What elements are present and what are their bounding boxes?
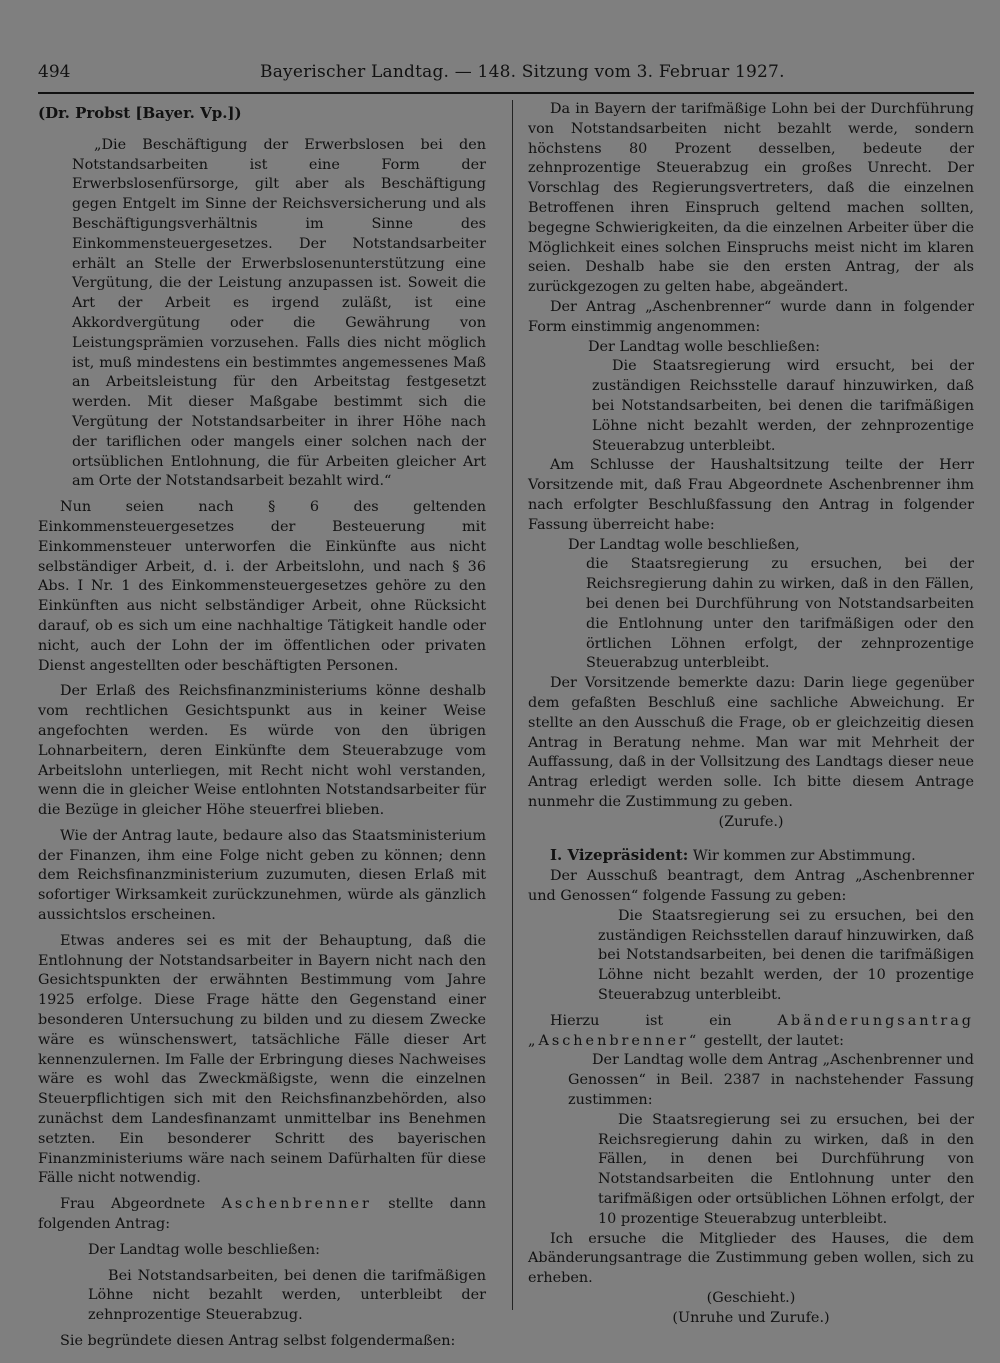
text-fragment: Hierzu ist ein [550, 1012, 778, 1029]
paragraph: Da in Bayern der tarifmäßige Lohn bei der Durchführung von Notstandsarbeiten nicht bezahlt werde, sondern höchstens 80 Prozent desselben, bedeute der zehnprozentige Steuerabzug ein großes Unrecht. Der Vorschlag des Regierungsvertreters, daß die einzelnen Betroffenen ihren Einspruch geltend machen sollten, begegne Schwierigkeiten, da die einzelnen Arbeiter über die Möglichkeit eines solchen Einspruchs meist nicht im klaren seien. Deshalb habe sie den ersten Antrag, der als zurückgezogen zu gelten habe, abgeändert. [528, 101, 974, 296]
paragraph [528, 846, 974, 867]
person-name: Aschenbrenner [221, 1196, 372, 1213]
page-number: 494 [38, 62, 71, 82]
motion-text: Die Staatsregierung wird ersucht, bei der zuständigen Reichsstelle darauf hinzuwirken, daß bei Notstandsarbeiten, bei denen die tarifmäßigen Löhne nicht bezahlt werden, der zehnprozentige Steuerabzug unterbleibt. [592, 358, 974, 454]
speaker-label: I. Vizepräsident: [550, 846, 689, 865]
paragraph: Der Antrag „Aschenbrenner“ wurde dann in folgender Form einstimmig angenommen: [528, 298, 974, 335]
paragraph: Sie begründete diesen Antrag selbst folgendermaßen: [60, 1333, 456, 1350]
motion-text: Die Staatsregierung sei zu ersuchen, bei der Reichsregierung dahin zu wirken, daß in den Fällen, in denen bei Durchführung von Notstandsarbeiten die Entlohnung unter den tarifmäßigen oder ortsüblichen Löhnen erfolgt, der 10 prozentige Steuerabzug unterbleibt. [598, 1111, 974, 1227]
running-head: Bayerischer Landtag. — 148. Sitzung vom 3. Februar 1927. [260, 62, 785, 82]
paragraph: Ich ersuche die Mitglieder des Hauses, die dem Abänderungsantrage die Zustimmung geben wollen, sich zu erheben. [528, 1230, 974, 1287]
paragraph [38, 1195, 486, 1235]
paragraph: Nun seien nach § 6 des geltenden Einkommensteuergesetzes der Besteuerung mit Einkommensteuer unterworfen die Einkünfte aus nicht selbständiger Arbeit, d. i. der Arbeitslohn, und nach § 36 Abs. I Nr. 1 des Einkommensteuergesetzes gehöre zu den Einkünften aus nicht selbständiger Arbeit, ohne Rücksicht darauf, ob es sich um eine nachhaltige Tätigkeit handle oder nicht, auch der Lohn der im öffentlichen oder privaten Dienst angestellten oder beschäftigten Personen. [38, 499, 486, 674]
left-column [38, 100, 486, 1352]
speaker-label: (Dr. Probst [Bayer. Vp.]) [38, 104, 242, 122]
motion-intro: Der Landtag wolle beschließen: [88, 1241, 320, 1258]
motion-text: die Staatsregierung zu ersuchen, bei der Reichsregierung dahin zu wirken, daß in den Fällen, bei denen bei Durchführung von Notstandsarbeiten die Entlohnung unter den tarifmäßigen oder den örtlichen Löhnen erfolgt, der zehnprozentige Steuerabzug unterbleibt. [586, 556, 974, 672]
motion-text: Der Landtag wolle dem Antrag „Aschenbrenner und Genossen“ in Beil. 2387 in nachstehender Fassung zustimmen: [568, 1052, 974, 1109]
text-fragment: Wir kommen zur Abstimmung. [688, 848, 916, 865]
paragraph: Der Erlaß des Reichsfinanzministeriums könne deshalb vom rechtlichen Gesichtspunkt aus in keiner Weise angefochten werden. Es würde von den übrigen Lohnarbeitern, deren Einkünfte dem Steuerabzuge vom Arbeitslohn unterliegen, mit Recht nicht wohl verstanden, wenn die in gleicher Weise entlohnten Notstandsarbeiter für die Bezüge in gleicher Höhe steuerfrei blieben. [38, 683, 486, 819]
paragraph: Etwas anderes sei es mit der Behauptung, daß die Entlohnung der Notstandsarbeiter in Bayern nicht nach den Gesichtspunkten der erwähnten Bestimmung vom Jahre 1925 erfolge. Diese Frage hätte den Gegenstand einer besonderen Untersuchung zu bilden und zu diesem Zwecke wäre es wünschenswert, tatsächliche Fälle dieser Art kennenzulernen. Im Falle der Erbringung dieses Nachweises wäre es wohl das Zweckmäßigste, wenn die einzelnen Steuerpflichtigen sich mit den Reichsfinanzbehörden, also zunächst dem Landesfinanzamt unmittelbar ins Benehmen setzten. Ein besonderer Schritt des bayerischen Finanzministeriums wäre nach seinem Dafürhalten für diese Fälle nicht notwendig. [38, 932, 486, 1187]
motion-text: Die Staatsregierung sei zu ersuchen, bei den zuständigen Reichsstellen darauf hinzuwirken, daß bei Notstandsarbeiten, bei denen die tarifmäßigen Löhne nicht bezahlt werden, der 10 prozentige Steuerabzug unterbleibt. [598, 907, 974, 1004]
text-fragment: stellte dann folgenden Antrag: [38, 1196, 486, 1233]
header-rule [38, 92, 974, 94]
paragraph: Am Schlusse der Haushaltsitzung teilte der Herr Vorsitzende mit, daß Frau Abgeordnete Aschenbrenner ihm nach erfolgter Beschlußfassung den Antrag in folgender Fassung überreicht habe: [528, 457, 974, 533]
column-divider [512, 100, 513, 1310]
page-header [38, 62, 970, 88]
paragraph: Der Ausschuß beantragt, dem Antrag „Aschenbrenner und Genossen“ folgende Fassung zu geben: [528, 868, 974, 905]
motion-intro: Der Landtag wolle beschließen, [568, 536, 800, 553]
paragraph: Wie der Antrag laute, bedaure also das Staatsministerium der Finanzen, ihm eine Folge nicht geben zu können; denn dem Reichsfinanzministerium zuzumuten, diesen Erlaß mit sofortiger Wirksamkeit zurückzunehmen, würde als gänzlich aussichtslos erscheinen. [38, 827, 486, 924]
right-column [528, 100, 974, 1329]
interjection: (Zurufe.) [718, 813, 784, 830]
paragraph: Der Vorsitzende bemerkte dazu: Darin liege gegenüber dem gefaßten Beschluß eine sachliche Abweichung. Er stellte an den Ausschuß die Frage, ob er gleichzeitig diesen Antrag in Beratung nehme. Man war mit Mehrheit der Auffassung, daß in der Vollsitzung des Landtags dieser neue Antrag erledigt werden solle. Ich bitte diesem Antrage nunmehr die Zustimmung zu geben. [528, 675, 974, 810]
text-fragment: gestellt, der lautet: [699, 1032, 844, 1049]
motion-intro: Der Landtag wolle beschließen: [588, 338, 820, 355]
interjection: (Unruhe und Zurufe.) [672, 1309, 830, 1326]
motion-text: Bei Notstandsarbeiten, bei denen die tarifmäßigen Löhne nicht bezahlt werden, unterbleibt der zehnprozentige Steuerabzug. [88, 1267, 486, 1324]
paragraph [528, 1012, 974, 1052]
text-fragment: Frau Abgeordnete [60, 1196, 222, 1213]
interjection: (Geschieht.) [706, 1290, 796, 1307]
amendment-name: Abänderungsantrag „Aschenbrenner“ [528, 1012, 974, 1049]
paragraph: „Die Beschäftigung der Erwerbslosen bei den Notstandsarbeiten ist eine Form der Erwerbslosenfürsorge, gilt aber als Beschäftigung gegen Entgelt im Sinne der Reichsversicherung und als Beschäftigungsverhältnis im Sinne des Einkommensteuergesetzes. Der Notstandsarbeiter erhält an Stelle der Erwerbslosenunterstützung eine Vergütung, die der Leistung anzupassen ist. Soweit die Art der Arbeit es irgend zuläßt, ist eine Akkordvergütung oder die Gewährung von Leistungsprämien vorzusehen. Falls dies nicht möglich ist, muß mindestens ein bestimmtes angemessenes Maß an Arbeitsleistung für den Arbeitstag festgesetzt werden. Mit dieser Maßgabe bestimmt sich die Vergütung der Notstandsarbeiter in ihrer Höhe nach der tariflichen oder mangels einer solchen nach der ortsüblichen Entlohnung, die für Arbeiten gleicher Art am Orte der Notstandsarbeit bezahlt wird.“ [72, 136, 486, 490]
